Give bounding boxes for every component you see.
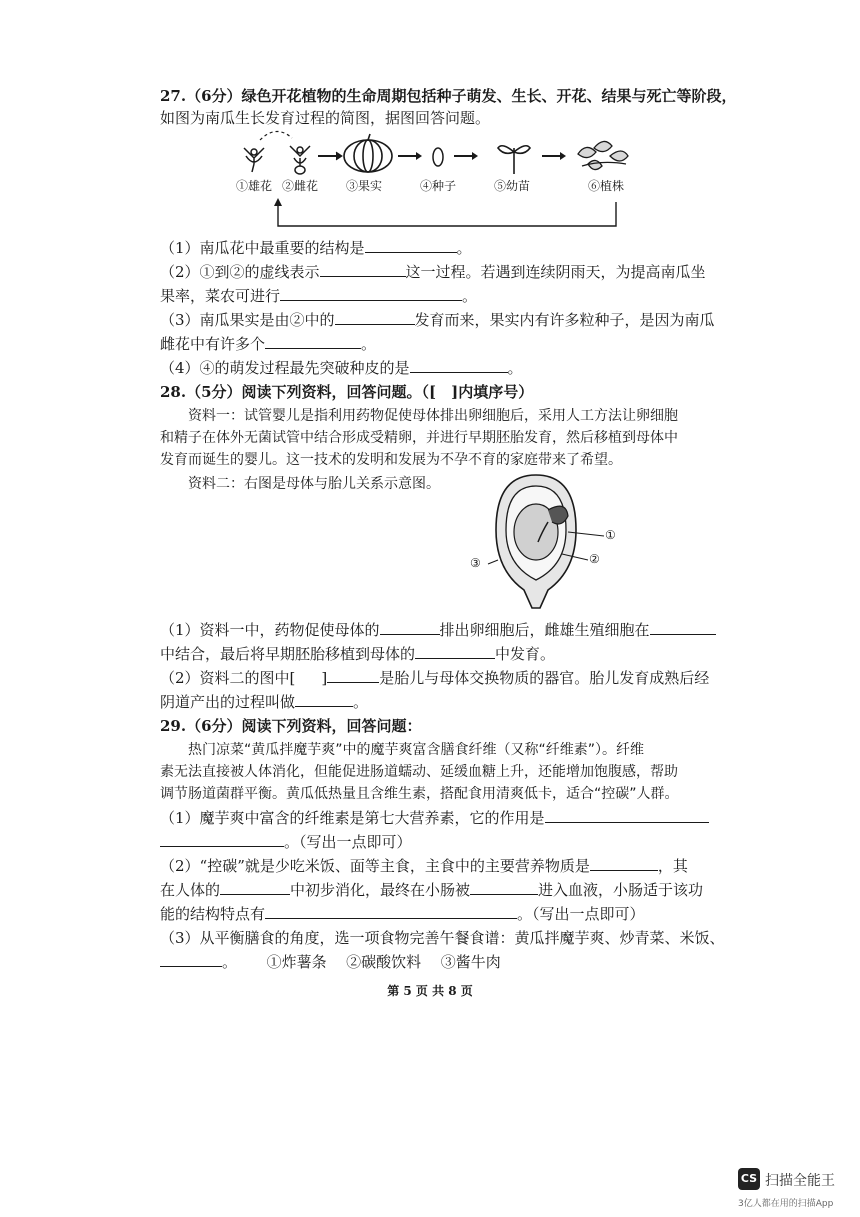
pumpkin-fruit-icon [344, 134, 392, 172]
q28-material1-cont2: 发育而诞生的婴儿。这一技术的发明和发展为不孕不育的家庭带来了希望。 [160, 452, 622, 468]
answer-blank[interactable] [320, 262, 406, 277]
answer-blank[interactable] [415, 644, 495, 659]
q29-sub2-cont2: 能的结构特点有 。（写出一点即可） [160, 905, 645, 923]
answer-blank[interactable] [650, 620, 716, 635]
answer-blank[interactable] [335, 310, 415, 325]
cycle-return-line [278, 202, 616, 226]
diagram-label-1: ① [605, 528, 616, 542]
answer-blank[interactable] [365, 238, 457, 253]
watermark-tagline: 3亿人都在用的扫描App [738, 1199, 834, 1209]
q29-passage-cont2: 调节肠道菌群平衡。黄瓜低热量且含维生素，搭配食用清爽低卡，适合“控碳”人群。 [160, 786, 679, 802]
option-soda: ②碳酸饮料 [346, 953, 422, 971]
diagram-label-2: ② [589, 552, 600, 566]
q28-sub1: （1）资料一中，药物促使母体的 排出卵细胞后，雌雄生殖细胞在 [160, 620, 716, 640]
answer-blank[interactable] [265, 904, 517, 919]
q27-sub3-cont: 雌花中有许多个 。 [160, 335, 377, 353]
camscanner-logo-icon: CS [738, 1168, 760, 1190]
q27-sub1: （1）南瓜花中最重要的结构是 。 [160, 239, 472, 257]
female-flower-icon [290, 146, 310, 174]
answer-blank[interactable] [220, 880, 290, 895]
q27-heading-line2: 如图为南瓜生长发育过程的简图，据图回答问题。 [160, 109, 491, 127]
q29-sub2: （2）“控碳”就是少吃米饭、面等主食，主食中的主要营养物质是 ，其 [160, 857, 688, 875]
answer-blank[interactable] [380, 620, 440, 635]
answer-blank[interactable] [410, 358, 508, 373]
q29-sub3-cont: 。 ①炸薯条 ②碳酸饮料 ③酱牛肉 [160, 952, 501, 972]
stage-label: ②雌花 [282, 179, 319, 193]
q28-sub1-cont: 中结合，最后将早期胚胎移植到母体的 中发育。 [160, 645, 556, 663]
answer-blank[interactable] [327, 668, 379, 683]
diagram-label-3: ③ [470, 556, 481, 570]
male-flower-icon [244, 148, 264, 172]
answer-blank[interactable] [160, 952, 222, 967]
page-number: 第 5 页 共 8 页 [387, 984, 473, 998]
q29-sub3: （3）从平衡膳食的角度，选一项食物完善午餐食谱：黄瓜拌魔芋爽、炒青菜、米饭、 [160, 929, 725, 947]
q29-passage: 热门凉菜“黄瓜拌魔芋爽”中的魔芋爽富含膳食纤维（又称“纤维素”）。纤维 [188, 742, 645, 758]
arrowhead-icon [336, 152, 342, 160]
pollination-dashed-arrow [260, 131, 292, 140]
stage-label: ④种子 [420, 179, 457, 193]
q28-material1: 资料一：试管婴儿是指利用药物促使母体排出卵细胞后，采用人工方法让卵细胞 [188, 408, 678, 424]
q28-sub2-cont: 阴道产出的过程叫做 。 [160, 693, 369, 711]
q28-material1-cont: 和精子在体外无菌试管中结合形成受精卵，并进行早期胚胎发育，然后移植到母体中 [160, 430, 678, 446]
stage-label: ⑤幼苗 [494, 179, 531, 193]
q28-material2: 资料二：右图是母体与胎儿关系示意图。 [188, 476, 440, 492]
option-beef: ③酱牛肉 [440, 953, 501, 971]
q29-sub1: （1）魔芋爽中富含的纤维素是第七大营养素，它的作用是 [160, 808, 709, 828]
answer-blank[interactable] [295, 692, 353, 707]
q28-sub2: （2）资料二的图中[ ] 是胎儿与母体交换物质的器官。胎儿发育成熟后经 [160, 669, 710, 687]
seed-icon [433, 148, 443, 166]
q29-heading: 29.（6分）阅读下列资料，回答问题： [160, 717, 422, 735]
arrowhead-icon [472, 152, 478, 160]
plant-icon [578, 141, 628, 169]
mother-fetus-diagram [476, 470, 626, 615]
answer-blank[interactable] [545, 808, 709, 823]
watermark-name: 扫描全能王 [765, 1173, 835, 1189]
q29-sub1-cont: 。（写出一点即可） [160, 832, 412, 852]
q27-heading: 27.（6分）绿色开花植物的生命周期包括种子萌发、生长、开花、结果与死亡等阶段， [160, 87, 737, 105]
q28-heading: 28.（5分）阅读下列资料，回答问题。（[ ]内填序号） [160, 383, 534, 401]
answer-blank[interactable] [160, 832, 284, 847]
answer-blank[interactable] [280, 286, 462, 301]
q27-sub2-cont: 果率，菜农可进行 。 [160, 287, 478, 305]
stage-label: ③果实 [346, 179, 383, 193]
answer-blank[interactable] [590, 856, 658, 871]
q27-sub3: （3）南瓜果实是由②中的 发育而来，果实内有许多粒种子，是因为南瓜 [160, 311, 715, 329]
arrowhead-icon [274, 198, 282, 206]
option-fries: ①炸薯条 [266, 953, 327, 971]
stage-label: ⑥植株 [588, 179, 625, 193]
arrowhead-icon [560, 152, 566, 160]
stage-label: ①雄花 [236, 179, 273, 193]
arrowhead-icon [416, 152, 422, 160]
q27-sub2: （2）①到②的虚线表示 这一过程。若遇到连续阴雨天，为提高南瓜坐 [160, 263, 706, 281]
q29-sub2-cont: 在人体的 中初步消化，最终在小肠被 进入血液，小肠适于该功 [160, 881, 704, 899]
seedling-icon [498, 146, 530, 174]
answer-blank[interactable] [265, 334, 361, 349]
q29-passage-cont: 素无法直接被人体消化，但能促进肠道蠕动、延缓血糖上升，还能增加饱腹感，帮助 [160, 764, 678, 780]
q27-sub4: （4）④的萌发过程最先突破种皮的是 。 [160, 359, 523, 377]
answer-blank[interactable] [470, 880, 538, 895]
